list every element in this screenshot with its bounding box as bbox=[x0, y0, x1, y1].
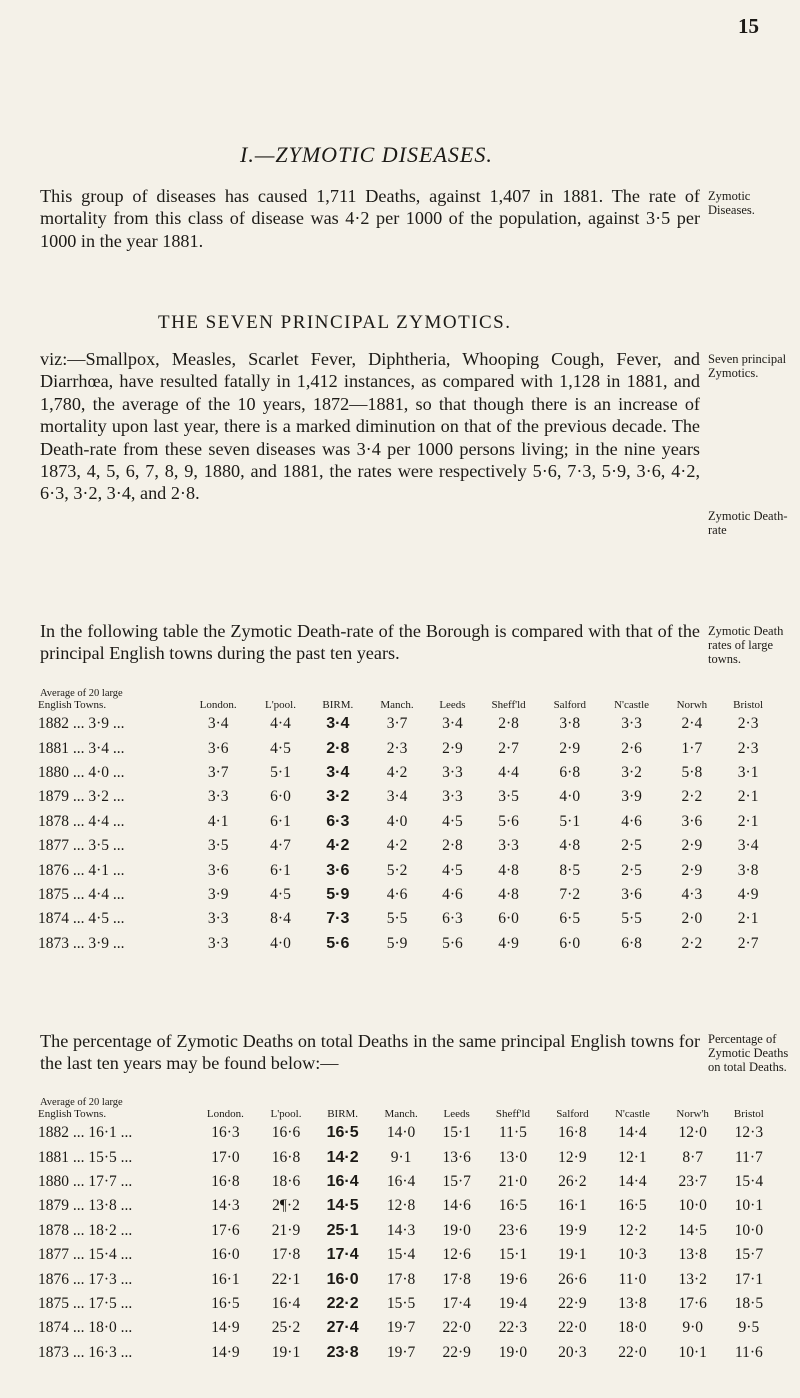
table2-col-header: L'pool. bbox=[270, 1108, 302, 1120]
table-cell: 14·6 bbox=[442, 1197, 471, 1215]
table-cell: 15·1 bbox=[442, 1124, 471, 1142]
table-cell: 11·5 bbox=[499, 1124, 527, 1142]
table-cell: 16·1 bbox=[558, 1197, 587, 1215]
table-cell: 26·6 bbox=[558, 1270, 587, 1288]
table-cell: 2·7 bbox=[737, 934, 759, 952]
table-cell: 19·4 bbox=[498, 1294, 528, 1312]
table2-col-header: Bristol bbox=[733, 1108, 764, 1120]
table-cell: 15·1 bbox=[498, 1246, 528, 1264]
table-cell: 11·7 bbox=[734, 1148, 763, 1166]
margin-note-death-rate: Zymotic Death-rate bbox=[708, 509, 788, 537]
table-cell: 3·5 bbox=[207, 837, 229, 855]
table-cell: 2·1 bbox=[737, 788, 759, 806]
table-cell: 3·4 bbox=[442, 715, 463, 733]
margin-note-seven-principal: Seven principal Zymotics. bbox=[708, 352, 787, 380]
table-cell: 16·8 bbox=[558, 1124, 587, 1142]
table-row bbox=[36, 858, 776, 882]
table-year-cell: 1882 ... 16·1 ... bbox=[38, 1124, 133, 1142]
table-cell: 4·8 bbox=[498, 885, 519, 903]
table-cell: 2·7 bbox=[498, 739, 519, 757]
table-cell: 19·1 bbox=[558, 1246, 587, 1264]
table2-col-header: BIRM. bbox=[327, 1108, 359, 1120]
table-cell: 3·9 bbox=[621, 788, 642, 806]
table-cell: 4·5 bbox=[270, 739, 291, 757]
table-row bbox=[36, 1267, 776, 1291]
table2-col-header: London. bbox=[206, 1108, 244, 1120]
table-cell: 6·8 bbox=[621, 934, 642, 952]
table-cell: 22·0 bbox=[558, 1319, 587, 1337]
table-year-cell: 1873 ... 3·9 ... bbox=[38, 934, 125, 952]
table-cell: 22·0 bbox=[618, 1343, 647, 1361]
table2-col-header: Norw'h bbox=[676, 1108, 709, 1120]
table-row bbox=[36, 1194, 776, 1218]
paragraph-seven-principal: viz:—Smallpox, Measles, Scarlet Fever, Diphtheria, Whooping Cough, Fever, and Diarrhœa, have resulted fatally in 1,412 instances, as compared with 1,128 in 1881, and 1,780, the average of the 10 years, 1872—1881, so that though there is an increase of mortality upon last year, there is a marked diminution on that of the previous decade. The Death-rate from these seven diseases was 3·4 per 1000 persons living; in the nine years 1873, 4, 5, 6, 7, 8, 9, 1880, and 1881, the rates were respectively 5·6, 7·3, 5·9, 3·6, 4·2, 6·3, 3·2, 3·4, and 2·8. bbox=[40, 349, 700, 504]
table-cell: 12·0 bbox=[678, 1124, 707, 1142]
table-cell: 16·1 bbox=[211, 1270, 240, 1288]
table-cell: 2·8 bbox=[326, 739, 350, 757]
table-cell: 6·3 bbox=[326, 812, 350, 830]
table-cell: 4·8 bbox=[559, 837, 581, 855]
table-cell: 10·1 bbox=[734, 1197, 764, 1215]
table-cell: 22·9 bbox=[442, 1343, 471, 1361]
table-cell: 5·6 bbox=[442, 934, 463, 952]
table-cell: 16·3 bbox=[211, 1124, 240, 1142]
table-cell: 20·3 bbox=[558, 1343, 587, 1361]
table-cell: 2·2 bbox=[681, 934, 703, 952]
table-row bbox=[36, 1145, 776, 1169]
table-cell: 6·3 bbox=[442, 910, 463, 928]
table-cell: 4·2 bbox=[386, 837, 408, 855]
table-row bbox=[36, 712, 776, 736]
margin-note-percentage: Percentage of Zymotic Deaths on total Deaths. bbox=[708, 1032, 789, 1074]
table-cell: 19·7 bbox=[386, 1343, 416, 1361]
table1-col-header: London. bbox=[199, 699, 237, 711]
table-cell: 2·9 bbox=[681, 861, 703, 879]
table-cell: 3·3 bbox=[442, 763, 463, 781]
table-cell: 17·8 bbox=[271, 1246, 301, 1264]
table-cell: 2·9 bbox=[442, 739, 463, 757]
table1-col-header: BIRM. bbox=[322, 699, 354, 711]
table-cell: 2·9 bbox=[681, 837, 703, 855]
table-cell: 10·0 bbox=[678, 1197, 707, 1215]
table-cell: 3·8 bbox=[559, 715, 581, 733]
table-cell: 5·5 bbox=[621, 910, 642, 928]
table-cell: 4·2 bbox=[386, 763, 408, 781]
table-cell: 17·6 bbox=[678, 1294, 707, 1312]
table1-average-label: Average of 20 large bbox=[40, 688, 123, 699]
table-row bbox=[36, 1121, 776, 1145]
table-cell: 3·3 bbox=[207, 788, 229, 806]
table-year-cell: 1874 ... 4·5 ... bbox=[38, 910, 125, 928]
table-cell: 10·1 bbox=[678, 1343, 707, 1361]
table-row bbox=[36, 907, 776, 931]
table-cell: 3·4 bbox=[207, 715, 229, 733]
paragraph-comparison: In the following table the Zymotic Death-rate of the Borough is compared with that of the principal English towns during the past ten years. bbox=[40, 621, 700, 664]
table-cell: 4·9 bbox=[498, 934, 519, 952]
table-cell: 19·0 bbox=[442, 1221, 471, 1239]
table-cell: 5·1 bbox=[270, 763, 291, 781]
table-cell: 5·9 bbox=[326, 885, 350, 903]
table-cell: 5·1 bbox=[559, 812, 581, 830]
table-cell: 2·3 bbox=[737, 739, 759, 757]
table-cell: 14·3 bbox=[211, 1197, 240, 1215]
table-cell: 4·4 bbox=[498, 763, 519, 781]
table2-col-header: Sheff'ld bbox=[495, 1108, 531, 1120]
table-cell: 2·4 bbox=[681, 715, 703, 733]
table-cell: 17·4 bbox=[442, 1294, 471, 1312]
table-cell: 4·0 bbox=[386, 812, 408, 830]
table-cell: 2·9 bbox=[559, 739, 581, 757]
table-cell: 2·8 bbox=[442, 837, 463, 855]
table-cell: 14·5 bbox=[678, 1221, 707, 1239]
table-cell: 26·2 bbox=[558, 1172, 587, 1190]
table-cell: 18·0 bbox=[618, 1319, 647, 1337]
table-cell: 14·9 bbox=[211, 1343, 240, 1361]
table-cell: 8·4 bbox=[270, 910, 291, 928]
table-cell: 2·2 bbox=[681, 788, 703, 806]
table2-col-header: Salford bbox=[556, 1108, 589, 1120]
table-row bbox=[36, 1316, 776, 1340]
table-cell: 14·4 bbox=[618, 1124, 647, 1142]
margin-note-large-towns: Zymotic Death rates of large towns. bbox=[708, 624, 784, 666]
table-cell: 4·6 bbox=[386, 885, 408, 903]
table-year-cell: 1877 ... 3·5 ... bbox=[38, 837, 125, 855]
table-cell: 4·3 bbox=[681, 885, 703, 903]
table-cell: 6·0 bbox=[498, 910, 519, 928]
table-cell: 5·9 bbox=[386, 934, 408, 952]
table-cell: 13·8 bbox=[618, 1294, 647, 1312]
table-year-cell: 1873 ... 16·3 ... bbox=[38, 1343, 133, 1361]
table-cell: 7·3 bbox=[326, 910, 350, 928]
table-cell: 3·4 bbox=[386, 788, 408, 806]
table-cell: 3·3 bbox=[442, 788, 463, 806]
table-cell: 14·5 bbox=[326, 1197, 359, 1215]
table2-col-header: English Towns. bbox=[38, 1108, 107, 1120]
table-cell: 14·2 bbox=[326, 1148, 359, 1166]
table-cell: 3·3 bbox=[207, 910, 229, 928]
table-cell: 4·5 bbox=[442, 812, 463, 830]
table1-col-header: Manch. bbox=[380, 699, 414, 711]
table-cell: 12·2 bbox=[618, 1221, 647, 1239]
table-cell: 3·6 bbox=[621, 885, 642, 903]
table-cell: 21·0 bbox=[498, 1172, 528, 1190]
table-cell: 2·3 bbox=[737, 715, 759, 733]
paragraph-zymotic-diseases: This group of diseases has caused 1,711 Deaths, against 1,407 in 1881. The rate of mortality from this class of disease was 4·2 per 1000 of the population, against 3·5 per 1000 in the year 1881. bbox=[40, 186, 700, 251]
table-row bbox=[36, 1170, 776, 1194]
table-cell: 14·3 bbox=[386, 1221, 416, 1239]
table-cell: 16·4 bbox=[271, 1294, 301, 1312]
table-cell: 13·2 bbox=[678, 1270, 707, 1288]
table-cell: 9·1 bbox=[390, 1148, 412, 1166]
table-cell: 2·1 bbox=[737, 910, 759, 928]
table-cell: 12·9 bbox=[558, 1148, 587, 1166]
table-cell: 4·5 bbox=[442, 861, 463, 879]
table-cell: 16·5 bbox=[618, 1197, 647, 1215]
table-cell: 11·0 bbox=[618, 1270, 647, 1288]
table-year-cell: 1875 ... 17·5 ... bbox=[38, 1294, 133, 1312]
table-cell: 17·4 bbox=[326, 1246, 359, 1264]
table-cell: 19·0 bbox=[498, 1343, 528, 1361]
table-cell: 2·5 bbox=[621, 861, 642, 879]
table-cell: 3·4 bbox=[326, 715, 350, 733]
table-cell: 3·7 bbox=[207, 763, 229, 781]
table-row bbox=[36, 883, 776, 907]
table-cell: 10·3 bbox=[618, 1246, 647, 1264]
table-cell: 22·1 bbox=[271, 1270, 301, 1288]
table-cell: 5·6 bbox=[498, 812, 519, 830]
table-cell: 13·0 bbox=[498, 1148, 528, 1166]
table-cell: 8·7 bbox=[682, 1148, 703, 1166]
table-row bbox=[36, 785, 776, 809]
table-row bbox=[36, 1219, 776, 1243]
table-cell: 12·8 bbox=[386, 1197, 416, 1215]
table-cell: 6·5 bbox=[559, 910, 581, 928]
table-cell: 4·6 bbox=[621, 812, 642, 830]
table1-col-header: Salford bbox=[553, 699, 586, 711]
table-cell: 3·8 bbox=[737, 861, 759, 879]
table-cell: 16·5 bbox=[498, 1197, 528, 1215]
table1-header-row bbox=[36, 698, 776, 712]
table-cell: 17·8 bbox=[386, 1270, 416, 1288]
table-cell: 14·4 bbox=[618, 1172, 647, 1190]
table-cell: 9·5 bbox=[738, 1319, 760, 1337]
table-row bbox=[36, 761, 776, 785]
table-cell: 16·5 bbox=[326, 1124, 359, 1142]
table-cell: 18·6 bbox=[271, 1172, 301, 1190]
table-cell: 3·5 bbox=[498, 788, 519, 806]
table-cell: 3·3 bbox=[207, 934, 229, 952]
table-cell: 17·6 bbox=[211, 1221, 240, 1239]
percentage-table bbox=[36, 1107, 776, 1365]
table-cell: 27·4 bbox=[326, 1319, 359, 1337]
table1-col-header: Leeds bbox=[439, 699, 466, 711]
table-cell: 21·9 bbox=[271, 1221, 301, 1239]
table-year-cell: 1875 ... 4·4 ... bbox=[38, 885, 125, 903]
table-cell: 15·7 bbox=[442, 1172, 471, 1190]
table-year-cell: 1881 ... 15·5 ... bbox=[38, 1148, 133, 1166]
table-cell: 5·2 bbox=[386, 861, 408, 879]
table-cell: 6·0 bbox=[270, 788, 291, 806]
table2-col-header: Manch. bbox=[384, 1108, 418, 1120]
table-cell: 10·0 bbox=[734, 1221, 764, 1239]
table-cell: 19·6 bbox=[498, 1270, 528, 1288]
table-cell: 2·3 bbox=[386, 739, 408, 757]
table2-col-header: Leeds bbox=[443, 1108, 470, 1120]
table-cell: 8·5 bbox=[559, 861, 581, 879]
table-cell: 16·4 bbox=[386, 1172, 416, 1190]
table-cell: 16·8 bbox=[211, 1172, 240, 1190]
table-year-cell: 1876 ... 4·1 ... bbox=[38, 861, 125, 879]
table-cell: 4·0 bbox=[559, 788, 581, 806]
table-cell: 22·9 bbox=[558, 1294, 587, 1312]
table-cell: 5·6 bbox=[326, 934, 350, 952]
table-year-cell: 1879 ... 3·2 ... bbox=[38, 788, 125, 806]
table-row bbox=[36, 834, 776, 858]
table-cell: 25·1 bbox=[326, 1221, 359, 1239]
table-cell: 25·2 bbox=[271, 1319, 301, 1337]
death-rate-table bbox=[36, 698, 776, 956]
table-cell: 11·6 bbox=[734, 1343, 763, 1361]
table-cell: 4·6 bbox=[442, 885, 463, 903]
table-cell: 17·8 bbox=[442, 1270, 471, 1288]
table-cell: 16·5 bbox=[211, 1294, 240, 1312]
table-year-cell: 1878 ... 18·2 ... bbox=[38, 1221, 133, 1239]
table-cell: 6·1 bbox=[270, 812, 291, 830]
table-cell: 3·7 bbox=[386, 715, 408, 733]
table-row bbox=[36, 1292, 776, 1316]
paragraph-percentage: The percentage of Zymotic Deaths on total Deaths in the same principal English towns for the last ten years may be found below:— bbox=[40, 1031, 700, 1074]
table-cell: 16·0 bbox=[326, 1270, 359, 1288]
table-cell: 12·1 bbox=[618, 1148, 647, 1166]
table-cell: 22·2 bbox=[326, 1294, 359, 1312]
table-cell: 3·6 bbox=[326, 861, 350, 879]
table1-col-header: L'pool. bbox=[264, 699, 296, 711]
table-cell: 13·8 bbox=[678, 1246, 707, 1264]
table-cell: 3·2 bbox=[326, 788, 350, 806]
table-cell: 4·4 bbox=[270, 715, 291, 733]
table-cell: 3·4 bbox=[737, 837, 759, 855]
table-cell: 3·2 bbox=[621, 763, 642, 781]
table-cell: 3·4 bbox=[326, 763, 350, 781]
table-cell: 18·5 bbox=[734, 1294, 764, 1312]
page-number: 15 bbox=[738, 14, 759, 38]
table-cell: 6·0 bbox=[559, 934, 581, 952]
table-cell: 2¶·2 bbox=[272, 1197, 300, 1215]
table-cell: 19·7 bbox=[386, 1319, 416, 1337]
table-cell: 6·1 bbox=[270, 861, 291, 879]
table-year-cell: 1881 ... 3·4 ... bbox=[38, 739, 125, 757]
table-year-cell: 1879 ... 13·8 ... bbox=[38, 1197, 133, 1215]
table-cell: 15·7 bbox=[734, 1246, 764, 1264]
table-cell: 3·3 bbox=[498, 837, 519, 855]
table-cell: 3·6 bbox=[681, 812, 703, 830]
table-cell: 12·3 bbox=[734, 1124, 764, 1142]
margin-note-zymotic-diseases: Zymotic Diseases. bbox=[708, 189, 755, 217]
table-cell: 22·3 bbox=[498, 1319, 528, 1337]
table-row bbox=[36, 736, 776, 760]
table-cell: 3·1 bbox=[737, 763, 759, 781]
table-year-cell: 1880 ... 17·7 ... bbox=[38, 1172, 133, 1190]
table-cell: 7·2 bbox=[559, 885, 581, 903]
table-row bbox=[36, 932, 776, 956]
table-row bbox=[36, 810, 776, 834]
table1-col-header: N'castle bbox=[614, 699, 650, 711]
table-cell: 2·0 bbox=[681, 910, 703, 928]
table-year-cell: 1882 ... 3·9 ... bbox=[38, 715, 125, 733]
table-cell: 19·9 bbox=[558, 1221, 587, 1239]
table-row bbox=[36, 1341, 776, 1365]
table-row bbox=[36, 1243, 776, 1267]
table-cell: 2·5 bbox=[621, 837, 642, 855]
table-cell: 13·6 bbox=[442, 1148, 471, 1166]
table-cell: 1·7 bbox=[681, 739, 703, 757]
table-cell: 16·8 bbox=[271, 1148, 301, 1166]
table-year-cell: 1876 ... 17·3 ... bbox=[38, 1270, 133, 1288]
table-cell: 17·1 bbox=[734, 1270, 764, 1288]
table-year-cell: 1874 ... 18·0 ... bbox=[38, 1319, 133, 1337]
table-cell: 3·6 bbox=[207, 861, 229, 879]
table-cell: 3·6 bbox=[207, 739, 229, 757]
table-year-cell: 1877 ... 15·4 ... bbox=[38, 1246, 133, 1264]
table2-col-header: N'castle bbox=[614, 1108, 650, 1120]
table-cell: 9·0 bbox=[682, 1319, 703, 1337]
table-cell: 2·6 bbox=[621, 739, 642, 757]
table-cell: 15·4 bbox=[734, 1172, 764, 1190]
table-year-cell: 1880 ... 4·0 ... bbox=[38, 763, 125, 781]
table-cell: 2·8 bbox=[498, 715, 519, 733]
table-cell: 2·1 bbox=[737, 812, 759, 830]
table-cell: 14·9 bbox=[211, 1319, 240, 1337]
table-cell: 16·6 bbox=[271, 1124, 301, 1142]
table-year-cell: 1878 ... 4·4 ... bbox=[38, 812, 125, 830]
table-cell: 3·3 bbox=[621, 715, 642, 733]
table-cell: 4·1 bbox=[207, 812, 229, 830]
subtitle-seven-principal: THE SEVEN PRINCIPAL ZYMOTICS. bbox=[158, 312, 512, 333]
table-cell: 22·0 bbox=[442, 1319, 471, 1337]
table-cell: 5·8 bbox=[681, 763, 703, 781]
table-cell: 15·4 bbox=[386, 1246, 416, 1264]
section-title: I.—ZYMOTIC DISEASES. bbox=[240, 142, 493, 167]
table-cell: 4·8 bbox=[498, 861, 519, 879]
table1-col-header: English Towns. bbox=[38, 699, 107, 711]
table1-col-header: Norwh bbox=[676, 699, 708, 711]
table-cell: 4·0 bbox=[270, 934, 291, 952]
table-cell: 19·1 bbox=[271, 1343, 301, 1361]
table-cell: 17·0 bbox=[211, 1148, 240, 1166]
table-cell: 16·4 bbox=[326, 1172, 359, 1190]
table-cell: 4·9 bbox=[737, 885, 759, 903]
table-cell: 3·9 bbox=[207, 885, 229, 903]
table2-header-row bbox=[36, 1107, 776, 1121]
table-cell: 23·8 bbox=[326, 1343, 359, 1361]
table-cell: 5·5 bbox=[386, 910, 408, 928]
table-cell: 23·7 bbox=[678, 1172, 707, 1190]
table-cell: 6·8 bbox=[559, 763, 581, 781]
table-cell: 14·0 bbox=[386, 1124, 416, 1142]
table-cell: 4·7 bbox=[270, 837, 291, 855]
table-cell: 23·6 bbox=[498, 1221, 528, 1239]
table-cell: 4·2 bbox=[326, 837, 350, 855]
table1-col-header: Sheff'ld bbox=[491, 699, 526, 711]
table-cell: 4·5 bbox=[270, 885, 291, 903]
table-cell: 16·0 bbox=[211, 1246, 240, 1264]
table1-col-header: Bristol bbox=[733, 699, 764, 711]
table2-average-label: Average of 20 large bbox=[40, 1097, 123, 1108]
table-cell: 12·6 bbox=[442, 1246, 471, 1264]
table-cell: 15·5 bbox=[386, 1294, 416, 1312]
